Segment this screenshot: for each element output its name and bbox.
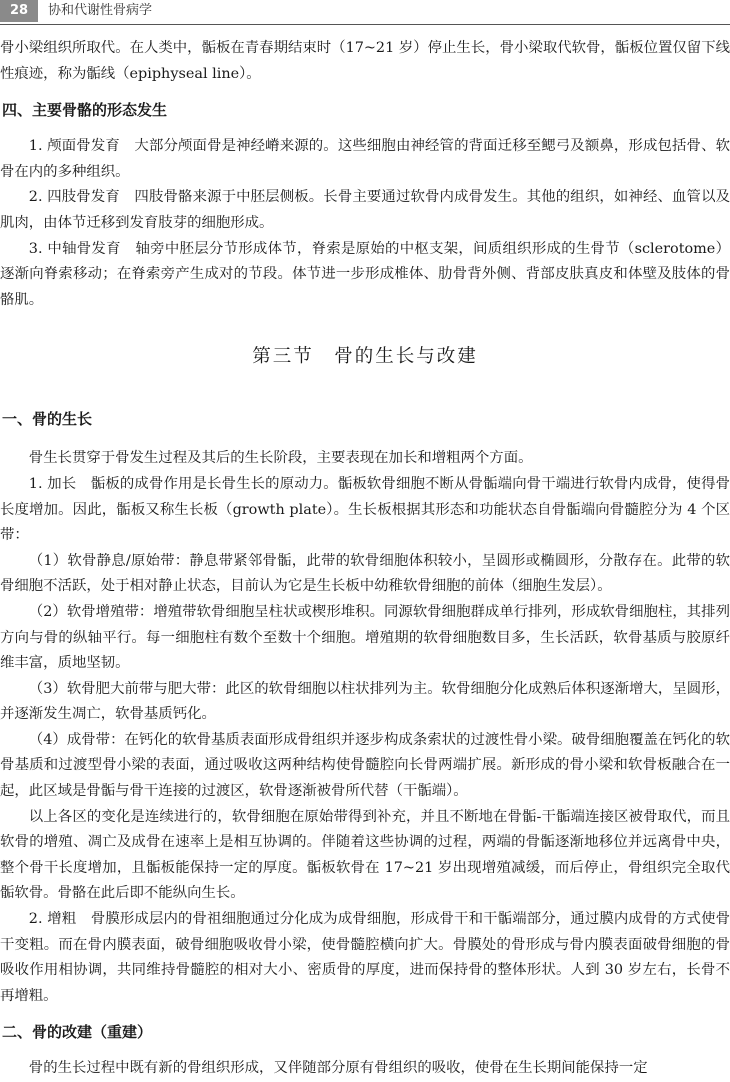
paragraph-continued: 骨小梁组织所取代。在人类中，骺板在青春期结束时（17~21 岁）停止生长，骨小梁取代软骨，骺板位置仅留下线性痕迹，称为骺线（epiphyseal line）。 (0, 40, 730, 82)
page-header (0, 0, 730, 25)
book-title: 协和代谢性骨病学 (48, 3, 153, 18)
paragraph-craniofacial: 1. 颅面骨发育 大部分颅面骨是神经嵴来源的。这些细胞由神经管的背面迁移至鳃弓及额鼻，形成包括骨、软骨在内的多种组织。 (0, 138, 730, 180)
paragraph-proliferative-zone: （2）软骨增殖带：增殖带软骨细胞呈柱状或楔形堆积。同源软骨细胞群成单行排列，形成软骨细胞柱，其排列方向与骨的纵轴平行。每一细胞柱有数个至数十个细胞。增殖期的软骨细胞数目多，生长活跃，软骨基质与胶原纤维丰富，质地坚韧。 (0, 603, 730, 672)
heading-bone-growth: 一、骨的生长 (2, 410, 93, 429)
paragraph-limb: 2. 四肢骨发育 四肢骨骼来源于中胚层侧板。长骨主要通过软骨内成骨发生。其他的组织，如神经、血管以及肌肉，由体节迁移到发育肢芽的细胞形成。 (0, 189, 730, 231)
paragraph-hypertrophic-zone: （3）软骨肥大前带与肥大带：此区的软骨细胞以柱状排列为主。软骨细胞分化成熟后体积逐渐增大，呈圆形，并逐渐发生凋亡，软骨基质钙化。 (0, 680, 730, 723)
paragraph-continuous-change: 以上各区的变化是连续进行的，软骨细胞在原始带得到补充，并且不断地在骨骺-干骺端连接区被骨取代，而且软骨的增殖、凋亡及成骨在速率上是相互协调的。伴随着这些协调的过程，两端的骨骺逐渐地移位并远离骨中央，整个骨干长度增加，且骺板能保持一定的厚度。骺板软骨在 17~21 岁出现增殖减缓，而后停止，骨组织完全取代骺软骨。骨骼在此后即不能纵向生长。 (0, 808, 730, 902)
paragraph-resting-zone: （1）软骨静息/原始带：静息带紧邻骨骺，此带的软骨细胞体积较小，呈圆形或椭圆形，分散存在。此带的软骨细胞不活跃，处于相对静止状态，目前认为它是生长板中幼稚软骨细胞的前体（细胞生发层）。 (0, 552, 730, 595)
paragraph-remodeling: 骨的生长过程中既有新的骨组织形成，又伴随部分原有骨组织的吸收，使骨在生长期间能保持一定 (28, 1060, 648, 1077)
paragraph-growth-intro: 骨生长贯穿于骨发生过程及其后的生长阶段，主要表现在加长和增粗两个方面。 (28, 450, 533, 467)
paragraph-lengthening: 1. 加长 骺板的成骨作用是长骨生长的原动力。骺板软骨细胞不断从骨骺端向骨干端进行软骨内成骨，使得骨长度增加。因此，骺板又称生长板（growth plate）。生长板根据其形态和功能状态自骨骺端向骨髓腔分为 4 个区带： (0, 475, 730, 544)
heading-remodeling: 二、骨的改建（重建） (2, 1023, 153, 1042)
heading-morphogenesis: 四、主要骨骼的形态发生 (2, 101, 168, 120)
page-number: 28 (0, 0, 38, 22)
paragraph-thickening: 2. 增粗 骨膜形成层内的骨祖细胞通过分化成为成骨细胞，形成骨干和干骺端部分，通过膜内成骨的方式使骨干变粗。而在骨内膜表面，破骨细胞吸收骨小梁，使骨髓腔横向扩大。骨膜处的骨形成与骨内膜表面破骨细胞的骨吸收作用相协调，共同维持骨髓腔的相对大小、密质骨的厚度，进而保持骨的整体形状。人到 30 岁左右，长骨不再增粗。 (0, 911, 730, 1004)
paragraph-axial: 3. 中轴骨发育 轴旁中胚层分节形成体节，脊索是原始的中枢支架，间质组织形成的生骨节（sclerotome）逐渐向脊索移动；在脊索旁产生成对的节段。体节进一步形成椎体、肋骨背外侧、背部皮肤真皮和体壁及肢体的骨骼肌。 (0, 240, 730, 308)
page-body (0, 36, 730, 1082)
section-title: 第三节 骨的生长与改建 (252, 346, 478, 368)
paragraph-ossification-zone: （4）成骨带：在钙化的软骨基质表面形成骨组织并逐步构成条索状的过渡性骨小梁。破骨细胞覆盖在钙化的软骨基质和过渡型骨小梁的表面，通过吸收这两种结构使骨髓腔向长骨两端扩展。新形成的骨小梁和软骨板融合在一起，此区域是骨骺与骨干连接的过渡区，软骨逐渐被骨所代替（干骺端）。 (0, 731, 730, 800)
